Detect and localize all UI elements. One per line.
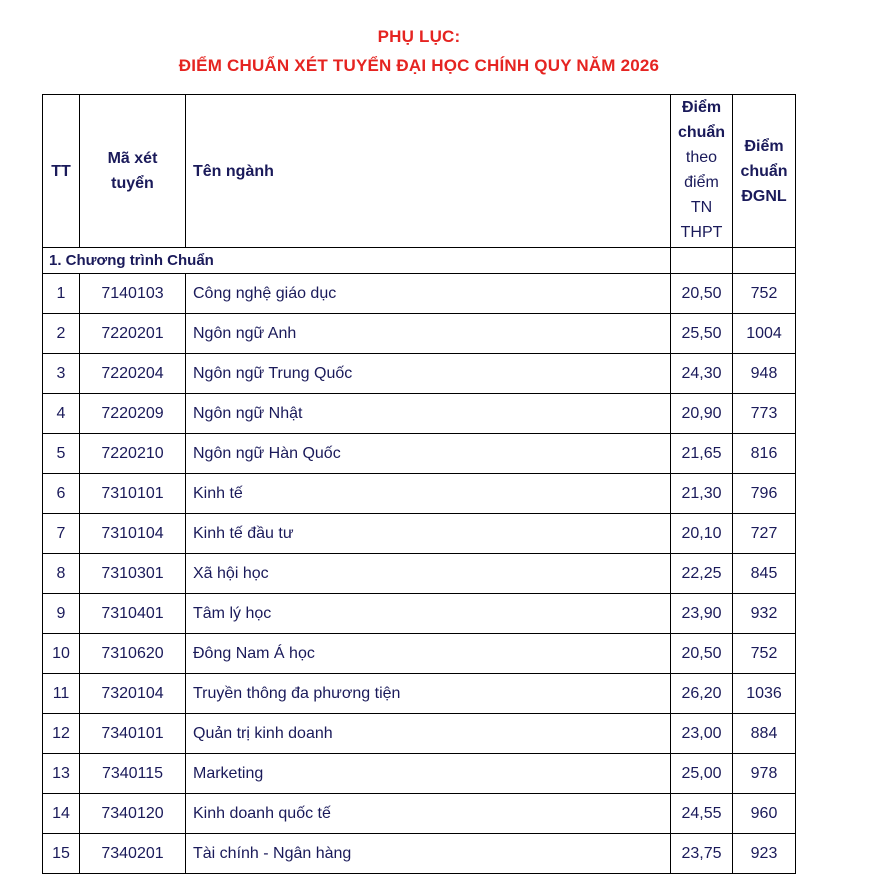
- row-number: 15: [43, 834, 80, 874]
- thpt-score: 20,50: [671, 274, 733, 314]
- admission-code: 7220201: [80, 314, 186, 354]
- row-number: 13: [43, 754, 80, 794]
- header-dgnl-line1: Điểm: [744, 137, 784, 155]
- thpt-score: 20,50: [671, 634, 733, 674]
- thpt-score: 24,30: [671, 354, 733, 394]
- table-header-row: [43, 95, 796, 248]
- section-blank-cell: [671, 248, 733, 274]
- header-tt: TT: [43, 95, 80, 248]
- major-name: Ngôn ngữ Anh: [186, 314, 671, 354]
- dgnl-score: 727: [733, 514, 796, 554]
- thpt-score: 23,90: [671, 594, 733, 634]
- major-name: Kinh doanh quốc tế: [186, 794, 671, 834]
- header-thpt-line2: chuẩn: [677, 124, 726, 141]
- table-row: [43, 714, 796, 754]
- document-title: ĐIỂM CHUẨN XÉT TUYỂN ĐẠI HỌC CHÍNH QUY NĂM 2026: [178, 56, 660, 75]
- table-row: [43, 314, 796, 354]
- thpt-score: 21,65: [671, 434, 733, 474]
- dgnl-score: 796: [733, 474, 796, 514]
- major-name: Marketing: [186, 754, 671, 794]
- row-number: 9: [43, 594, 80, 634]
- admission-code: 7340120: [80, 794, 186, 834]
- admission-code: 7220204: [80, 354, 186, 394]
- appendix-label: PHỤ LỤC:: [377, 27, 461, 46]
- major-name: Kinh tế đầu tư: [186, 514, 671, 554]
- dgnl-score: 752: [733, 634, 796, 674]
- admission-code: 7310104: [80, 514, 186, 554]
- admission-code: 7310401: [80, 594, 186, 634]
- major-name: Tâm lý học: [186, 594, 671, 634]
- admission-code: 7310101: [80, 474, 186, 514]
- admission-code: 7340115: [80, 754, 186, 794]
- row-number: 2: [43, 314, 80, 354]
- table-row: [43, 554, 796, 594]
- section-title: 1. Chương trình Chuẩn: [43, 248, 671, 274]
- row-number: 6: [43, 474, 80, 514]
- row-number: 10: [43, 634, 80, 674]
- header-thpt-line1: Điểm: [681, 99, 722, 116]
- row-number: 7: [43, 514, 80, 554]
- dgnl-score: 773: [733, 394, 796, 434]
- thpt-score: 20,10: [671, 514, 733, 554]
- admission-code: 7220210: [80, 434, 186, 474]
- major-name: Truyền thông đa phương tiện: [186, 674, 671, 714]
- major-name: Ngôn ngữ Hàn Quốc: [186, 434, 671, 474]
- table-row: [43, 514, 796, 554]
- header-thpt-line4: điểm: [684, 174, 719, 191]
- dgnl-score: 816: [733, 434, 796, 474]
- admission-code: 7220209: [80, 394, 186, 434]
- thpt-score: 23,00: [671, 714, 733, 754]
- row-number: 14: [43, 794, 80, 834]
- section-row: [43, 248, 796, 274]
- major-name: Đông Nam Á học: [186, 634, 671, 674]
- table-row: [43, 594, 796, 634]
- row-number: 1: [43, 274, 80, 314]
- section-blank-cell: [733, 248, 796, 274]
- major-name: Công nghệ giáo dục: [186, 274, 671, 314]
- table-row: [43, 394, 796, 434]
- header-code-line1: Mã xét: [107, 150, 158, 167]
- header-dgnl-line2: chuẩn: [740, 162, 788, 180]
- header-admission-code: [80, 95, 186, 248]
- dgnl-score: 948: [733, 354, 796, 394]
- major-name: Tài chính - Ngân hàng: [186, 834, 671, 874]
- header-dgnl-line3: ĐGNL: [741, 187, 787, 205]
- header-thpt-score: [671, 95, 733, 248]
- table-row: [43, 434, 796, 474]
- header-major-name: Tên ngành: [186, 95, 671, 248]
- dgnl-score: 845: [733, 554, 796, 594]
- admission-code: 7340201: [80, 834, 186, 874]
- admission-code: 7320104: [80, 674, 186, 714]
- table-row: [43, 474, 796, 514]
- admission-code: 7340101: [80, 714, 186, 754]
- row-number: 8: [43, 554, 80, 594]
- admission-code: 7310620: [80, 634, 186, 674]
- dgnl-score: 752: [733, 274, 796, 314]
- dgnl-score: 923: [733, 834, 796, 874]
- major-name: Quản trị kinh doanh: [186, 714, 671, 754]
- major-name: Ngôn ngữ Trung Quốc: [186, 354, 671, 394]
- thpt-score: 22,25: [671, 554, 733, 594]
- table-row: [43, 634, 796, 674]
- thpt-score: 21,30: [671, 474, 733, 514]
- table-row: [43, 794, 796, 834]
- major-name: Kinh tế: [186, 474, 671, 514]
- thpt-score: 25,50: [671, 314, 733, 354]
- header-thpt-line5: TN: [690, 199, 713, 216]
- header-code-line2: tuyển: [111, 175, 154, 192]
- admission-code: 7310301: [80, 554, 186, 594]
- dgnl-score: 884: [733, 714, 796, 754]
- header-dgnl-score: [733, 95, 796, 248]
- row-number: 3: [43, 354, 80, 394]
- thpt-score: 23,75: [671, 834, 733, 874]
- thpt-score: 26,20: [671, 674, 733, 714]
- table-row: [43, 354, 796, 394]
- header-thpt-line6: THPT: [680, 224, 723, 241]
- row-number: 5: [43, 434, 80, 474]
- row-number: 4: [43, 394, 80, 434]
- thpt-score: 20,90: [671, 394, 733, 434]
- header-thpt-line3: theo: [685, 149, 718, 166]
- major-name: Xã hội học: [186, 554, 671, 594]
- thpt-score: 24,55: [671, 794, 733, 834]
- major-name: Ngôn ngữ Nhật: [186, 394, 671, 434]
- table-row: [43, 274, 796, 314]
- row-number: 12: [43, 714, 80, 754]
- table-row: [43, 754, 796, 794]
- admission-code: 7140103: [80, 274, 186, 314]
- row-number: 11: [43, 674, 80, 714]
- table-row: [43, 674, 796, 714]
- thpt-score: 25,00: [671, 754, 733, 794]
- dgnl-score: 1036: [733, 674, 796, 714]
- dgnl-score: 978: [733, 754, 796, 794]
- admission-scores-table: [42, 94, 796, 874]
- dgnl-score: 960: [733, 794, 796, 834]
- dgnl-score: 932: [733, 594, 796, 634]
- table-row: [43, 834, 796, 874]
- dgnl-score: 1004: [733, 314, 796, 354]
